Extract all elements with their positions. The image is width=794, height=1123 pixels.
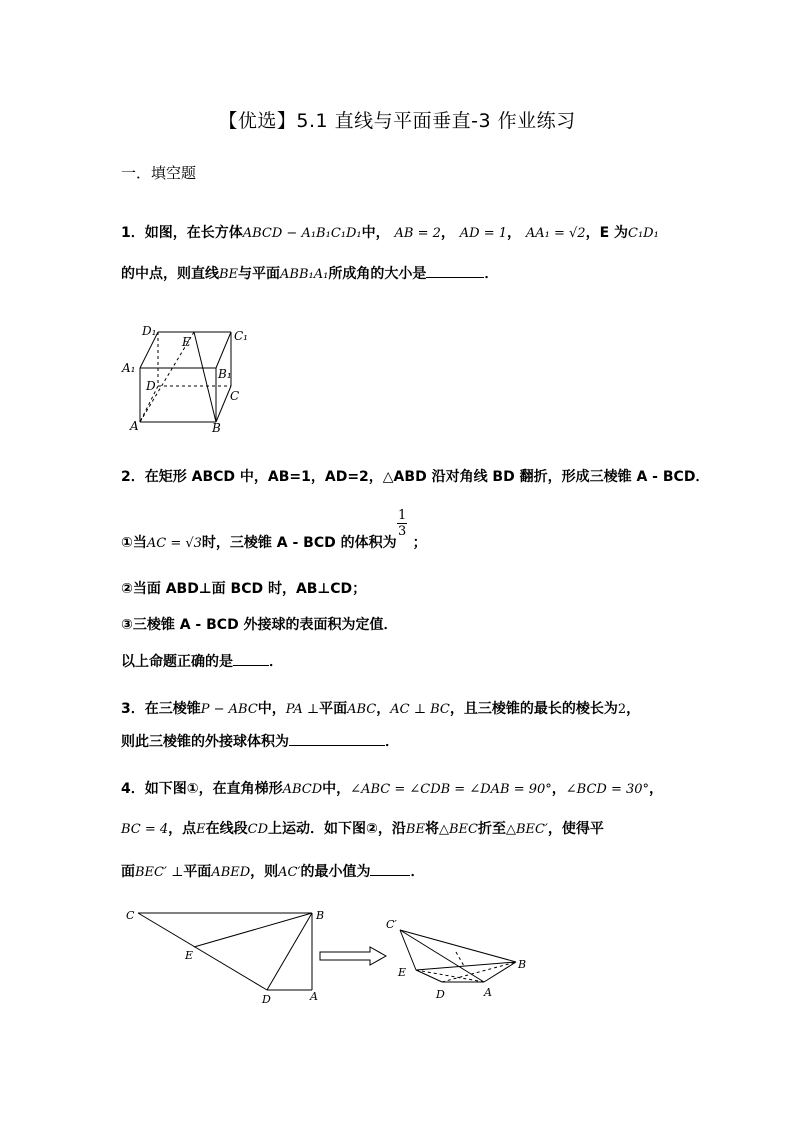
q1-formula-plane: ABB₁A₁	[280, 267, 329, 282]
q3-text: 则此三棱锥的外接球体积为	[121, 734, 289, 750]
fig2-label-a: A	[310, 990, 318, 1003]
fig1-label-c1: C₁	[234, 329, 248, 343]
cuboid-figure	[118, 318, 248, 436]
q2-text: ；	[412, 535, 427, 551]
fig1-label-e: E	[182, 335, 191, 349]
q4-text: 将	[424, 821, 439, 837]
q3-text: ，	[376, 701, 391, 717]
fig2-label-d: D	[262, 993, 271, 1005]
fig1-label-b: B	[212, 421, 221, 435]
q2-text: 时，三棱锥 A - BCD 的体积为	[201, 535, 397, 551]
q2-text: ①当	[121, 535, 147, 551]
folded-solid-figure	[384, 916, 534, 1006]
answer-blank	[426, 265, 484, 278]
q4-formula-ac-prime: AC′	[278, 865, 301, 880]
fig3-label-a: A	[484, 986, 492, 999]
q4-formula-abcd: ABCD	[282, 782, 323, 797]
fig3-label-d: D	[436, 988, 445, 1001]
fig3-label-c-prime: C′	[386, 918, 397, 931]
q1-formula-aa1: AA₁ = √2	[525, 226, 586, 241]
fig1-label-b1: B₁	[218, 367, 232, 381]
fig2-label-c: C	[126, 909, 135, 922]
q1-text: 的中点，则直线	[121, 266, 219, 282]
q4-formula-bc: BC = 4	[121, 822, 169, 837]
q2-text: ．	[269, 654, 283, 670]
q4-text: ，	[649, 781, 664, 797]
q3-text: ，且三棱锥的最长的棱长为	[449, 701, 618, 717]
q4-text: 平面	[183, 864, 212, 880]
q4-text: 折至	[477, 821, 506, 837]
q1-formula-ad: AD = 1	[459, 226, 507, 241]
q3-text: 平面	[319, 701, 348, 717]
fig1-label-a1: A₁	[122, 361, 136, 375]
q3-text: 中，	[257, 701, 286, 717]
fig1-label-c: C	[230, 389, 240, 403]
fraction-denominator: 3	[398, 524, 407, 539]
q3-formula-acbc: AC ⊥ BC	[390, 702, 450, 717]
q2-line-2	[121, 532, 427, 552]
q1-line-1	[121, 222, 659, 242]
fig1-label-d: D	[146, 379, 156, 393]
q3-formula-two: 2	[617, 702, 627, 717]
q1-formula-box: ABCD − A₁B₁C₁D₁	[242, 226, 362, 241]
q1-text: ，	[440, 225, 455, 241]
q4-text: ，使得平	[547, 821, 604, 837]
q4-line-1	[121, 778, 663, 798]
fraction-numerator: 1	[398, 508, 407, 523]
q4-line-2	[121, 818, 604, 838]
q1-formula-be: BE	[219, 267, 239, 282]
q1-formula-c1d1: C₁D₁	[628, 226, 659, 241]
q1-text: ．	[484, 266, 499, 282]
q3-text: ，	[626, 701, 641, 717]
q4-line-3	[121, 861, 424, 881]
fig3-label-b: B	[518, 958, 527, 971]
trapezoid-figure	[122, 905, 332, 1005]
q1-text: 与平面	[238, 266, 281, 282]
q4-text: 的最小值为	[300, 864, 371, 880]
fig1-label-d1: D₁	[142, 324, 157, 338]
section-heading: 一．填空题	[121, 164, 197, 182]
q4-formula-bcd: ∠BCD = 30°	[565, 782, 650, 797]
q4-formula-abed: ABED	[211, 865, 251, 880]
q1-text: 中，	[361, 225, 390, 241]
q4-formula-bec: △BEC	[438, 822, 478, 837]
q4-text: ，点	[168, 821, 197, 837]
q1-formula-ab: AB = 2	[394, 226, 441, 241]
q3-text: ．	[385, 734, 399, 750]
q3-formula-pa: PA ⊥	[285, 702, 320, 717]
q1-text: 1．如图，在长方体	[121, 225, 243, 241]
q4-text: 面	[121, 864, 135, 880]
page-title: 【优选】5.1 直线与平面垂直-3 作业练习	[218, 110, 576, 132]
q4-formula-angles: ∠ABC = ∠CDB = ∠DAB = 90°	[350, 782, 552, 797]
fig3-label-e: E	[398, 966, 407, 979]
q4-text: ．	[410, 864, 425, 880]
q2-line-1: 2．在矩形 ABCD 中，AB=1，AD=2，△ABD 沿对角线 BD 翻折，形成三棱锥 A - BCD．	[121, 469, 710, 485]
q1-text: ，E 为	[585, 225, 629, 241]
q3-text: 3．在三棱锥	[121, 701, 201, 717]
fig2-label-b: B	[316, 909, 325, 922]
fig1-label-a: A	[130, 419, 139, 433]
q2-formula-ac: AC = √3	[146, 536, 202, 551]
q4-formula-cd: CD	[247, 822, 269, 837]
q4-formula-bec-prime: △BEC′	[505, 822, 548, 837]
q3-line-1	[121, 698, 640, 718]
q4-formula-plane-bec: BEC′ ⊥	[135, 865, 184, 880]
q2-line-4: ③三棱锥 A - BCD 外接球的表面积为定值．	[121, 617, 398, 633]
q1-text: ，	[507, 225, 521, 241]
fig2-label-e: E	[185, 949, 194, 962]
answer-blank	[370, 863, 410, 876]
fraction-one-third	[397, 508, 407, 539]
q4-text: 中，	[322, 781, 351, 797]
q1-line-2	[121, 263, 498, 283]
q1-text: 所成角的大小是	[328, 266, 427, 282]
q4-text: 上运动．如下图②，沿	[268, 821, 406, 837]
arrow-right-icon	[318, 946, 390, 966]
q4-text: 在线段	[205, 821, 248, 837]
answer-blank	[233, 653, 269, 666]
q2-text: 以上命题正确的是	[121, 654, 233, 670]
q3-formula-pabc: P − ABC	[200, 702, 258, 717]
q2-line-3: ②当面 ABD⊥面 BCD 时，AB⊥CD；	[121, 581, 367, 597]
q3-formula-abc: ABC	[347, 702, 377, 717]
q4-formula-be: BE	[405, 822, 425, 837]
q4-text: 4．如下图①，在直角梯形	[121, 781, 283, 797]
answer-blank	[289, 733, 385, 746]
q2-line-5	[121, 651, 283, 671]
q3-line-2	[121, 731, 399, 751]
q4-formula-e: E	[196, 822, 206, 837]
q4-text: ，	[551, 781, 566, 797]
q4-text: ，则	[250, 864, 279, 880]
